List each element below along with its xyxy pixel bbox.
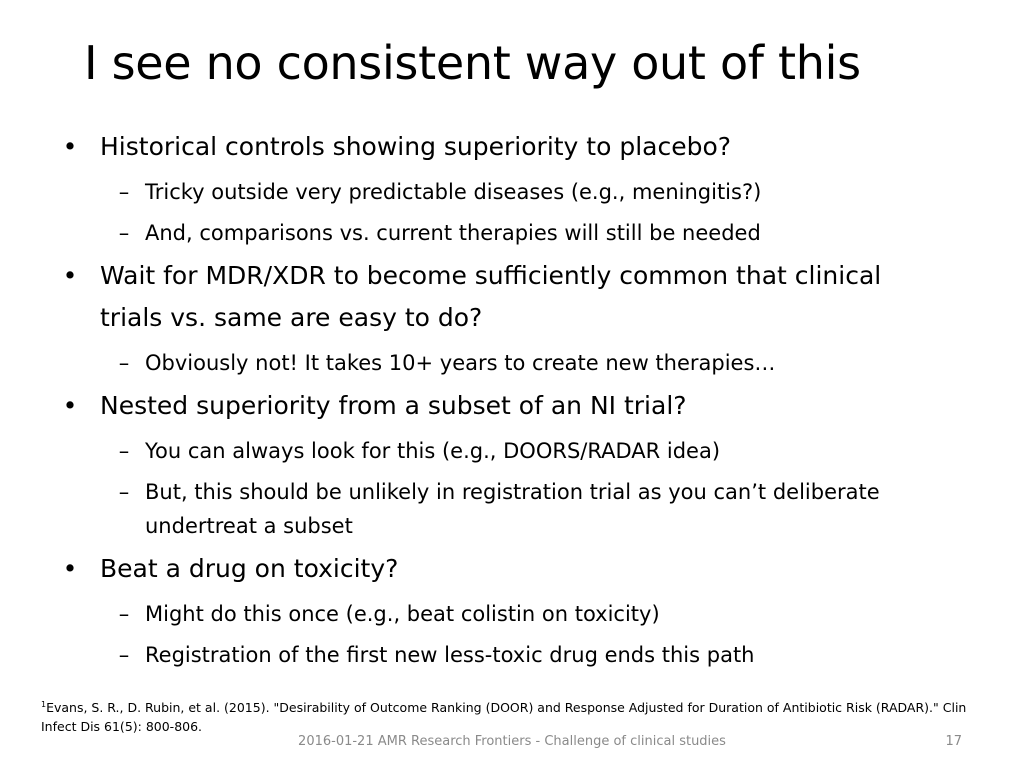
dash-icon: – xyxy=(118,221,130,245)
sub-bullet-text: Registration of the first new less-toxic drug ends this path xyxy=(145,643,755,667)
sub-bullet-item xyxy=(118,346,955,380)
bullet-text: Historical controls showing superiority to placebo? xyxy=(100,132,732,161)
sub-bullet-item xyxy=(118,175,955,209)
page-number: 17 xyxy=(945,734,962,749)
sub-bullet-text: And, comparisons vs. current therapies will still be needed xyxy=(145,221,761,245)
sub-bullet-item xyxy=(118,638,955,672)
footer-text: 2016-01-21 AMR Research Frontiers - Challenge of clinical studies xyxy=(298,734,726,749)
sub-bullet-item xyxy=(118,216,955,250)
sub-bullet-item xyxy=(118,475,955,543)
dash-icon: – xyxy=(118,643,130,667)
bullet-item xyxy=(62,126,950,168)
bullet-item xyxy=(62,548,950,590)
slide-content xyxy=(0,126,1024,672)
bullet-icon: • xyxy=(62,261,78,290)
bullet-text: Beat a drug on toxicity? xyxy=(100,554,399,583)
dash-icon: – xyxy=(118,180,130,204)
dash-icon: – xyxy=(118,439,130,463)
sub-bullet-text: You can always look for this (e.g., DOORS/RADAR idea) xyxy=(145,439,721,463)
sub-bullet-text: But, this should be unlikely in registration trial as you can’t deliberate undertreat a subset xyxy=(145,480,880,538)
dash-icon: – xyxy=(118,602,130,626)
dash-icon: – xyxy=(118,480,130,504)
sub-bullet-item xyxy=(118,434,955,468)
sub-bullet-text: Tricky outside very predictable diseases (e.g., meningitis?) xyxy=(145,180,762,204)
footnote-ref: 1 xyxy=(41,699,47,709)
sub-bullet-text: Might do this once (e.g., beat colistin on toxicity) xyxy=(145,602,660,626)
dash-icon: – xyxy=(118,351,130,375)
sub-bullet-item xyxy=(118,597,955,631)
bullet-text: Wait for MDR/XDR to become sufficiently common that clinical trials vs. same are easy to do? xyxy=(100,261,882,332)
bullet-icon: • xyxy=(62,132,78,161)
bullet-icon: • xyxy=(62,391,78,420)
footnote xyxy=(41,698,971,736)
bullet-item xyxy=(62,255,950,339)
footnote-text: Evans, S. R., D. Rubin, et al. (2015). "Desirability of Outcome Ranking (DOOR) and Response Adjusted for Duration of Antibiotic Risk (RADAR)." Clin Infect Dis 61(5): 800-806. xyxy=(41,700,967,734)
sub-bullet-text: Obviously not! It takes 10+ years to create new therapies… xyxy=(145,351,776,375)
slide-title: I see no consistent way out of this xyxy=(84,36,861,90)
bullet-icon: • xyxy=(62,554,78,583)
bullet-text: Nested superiority from a subset of an NI trial? xyxy=(100,391,687,420)
bullet-item xyxy=(62,385,950,427)
